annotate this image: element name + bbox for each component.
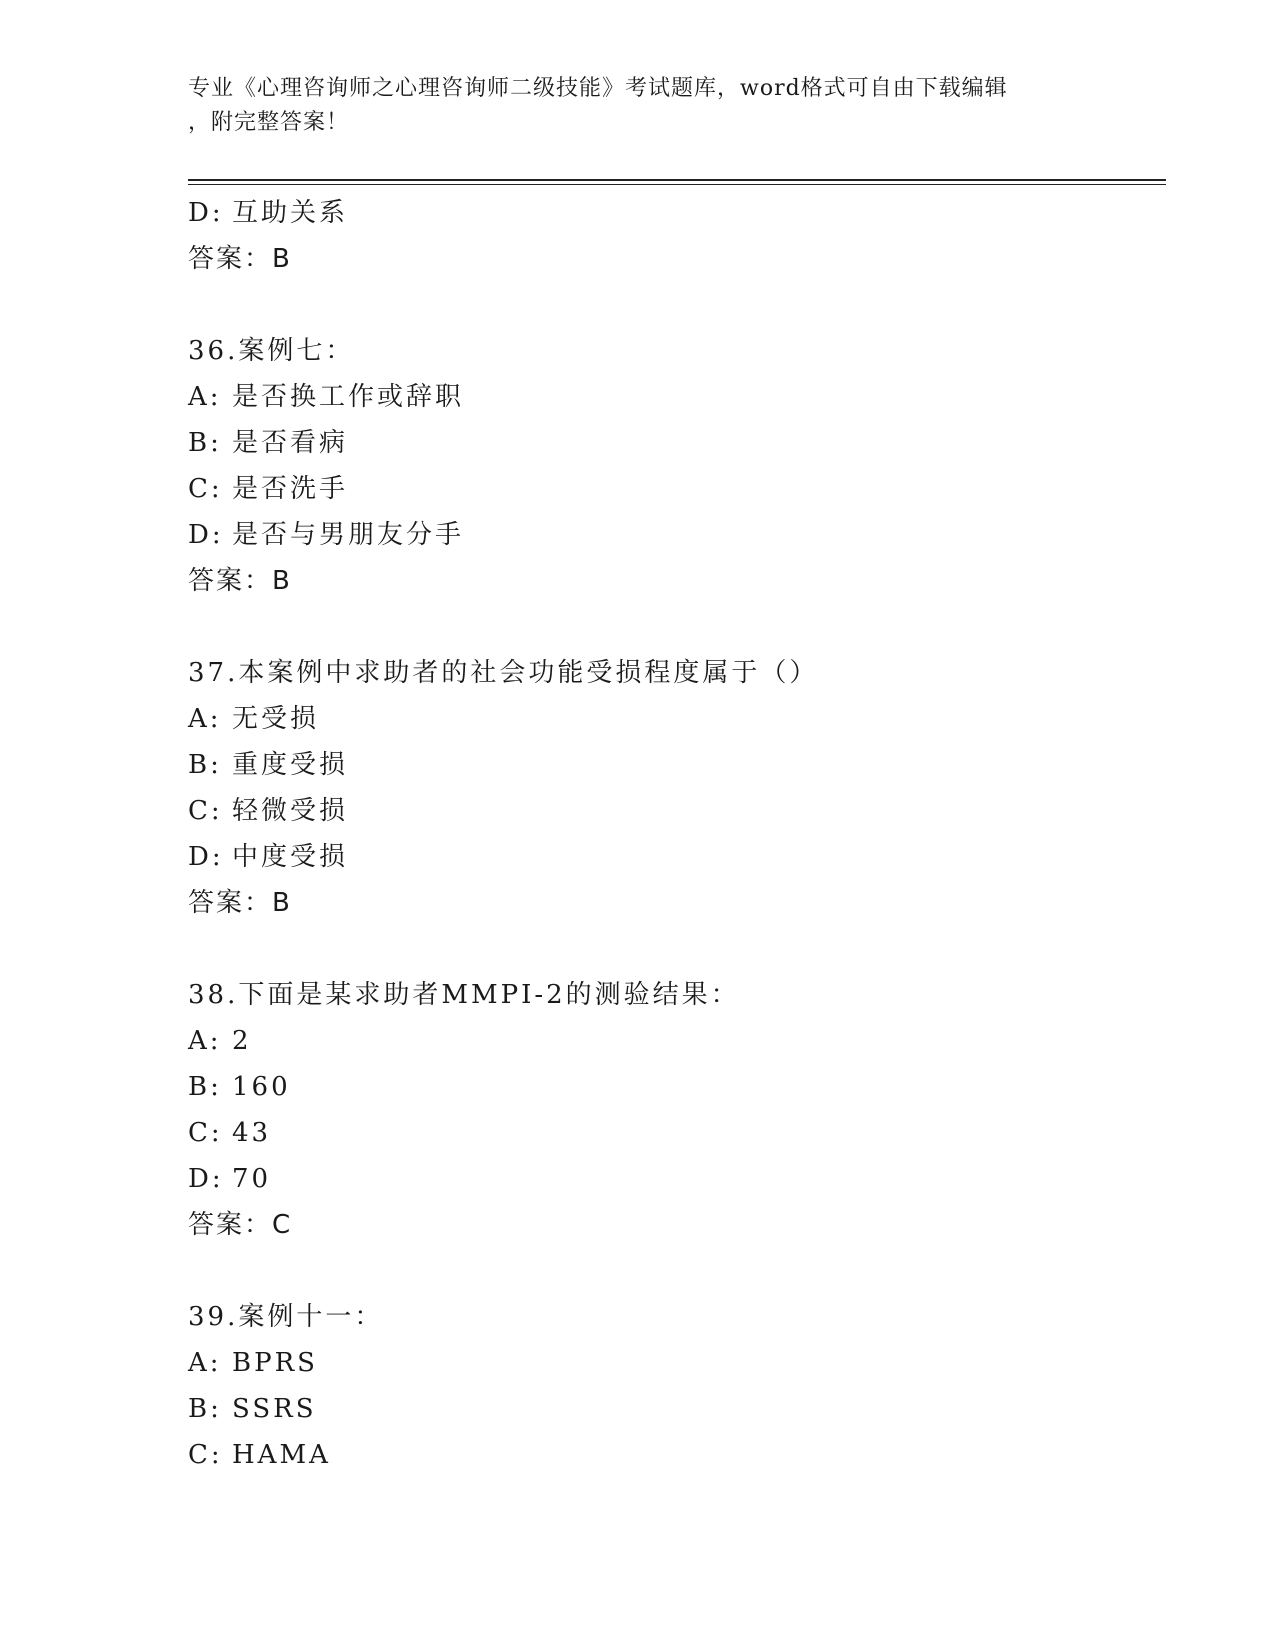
question-title: 37.本案例中求助者的社会功能受损程度属于（） [188, 658, 819, 688]
question-title: 38.下面是某求助者MMPI-2的测验结果： [188, 980, 740, 1010]
option-b [188, 742, 1168, 788]
option-text: 互助关系 [232, 198, 349, 228]
option-d [188, 512, 1168, 558]
option-text: 70 [232, 1164, 272, 1194]
option-label: D: [188, 842, 224, 872]
option-a [188, 1018, 1168, 1064]
option-label: A: [188, 704, 222, 734]
option-text: 是否洗手 [232, 474, 349, 504]
answer-line: 答案：B [188, 244, 292, 274]
option-text: 轻微受损 [232, 796, 349, 826]
option-c [188, 788, 1168, 834]
option-label: A: [188, 1348, 222, 1378]
question-list [188, 190, 1168, 1478]
option-a [188, 374, 1168, 420]
option-text: SSRS [232, 1394, 317, 1424]
option-label: C: [188, 1440, 223, 1470]
option-label: D: [188, 198, 224, 228]
header-divider-thick [188, 179, 1166, 181]
option-a [188, 696, 1168, 742]
option-label: B: [188, 750, 222, 780]
option-label: D: [188, 520, 224, 550]
answer-line: 答案：C [188, 1210, 293, 1240]
option-label: C: [188, 796, 223, 826]
option-label: D: [188, 1164, 224, 1194]
option-text: 是否看病 [232, 428, 349, 458]
option-label: B: [188, 1072, 222, 1102]
option-label: C: [188, 474, 223, 504]
spacer [188, 1248, 1168, 1294]
option-label: B: [188, 1394, 222, 1424]
option-d [188, 1156, 1168, 1202]
option-c [188, 1432, 1168, 1478]
option-text: 43 [232, 1118, 272, 1148]
option-text: 是否与男朋友分手 [232, 520, 465, 550]
answer-line: 答案：B [188, 888, 292, 918]
option-d [188, 834, 1168, 880]
header-line-1: 专业《心理咨询师之心理咨询师二级技能》考试题库，word格式可自由下载编辑 [188, 76, 1008, 101]
option-text: HAMA [232, 1440, 331, 1470]
header-line-2: ，附完整答案！ [188, 110, 350, 135]
option-text: 2 [232, 1026, 252, 1056]
option-a [188, 1340, 1168, 1386]
option-b [188, 1386, 1168, 1432]
option-text: 无受损 [232, 704, 320, 734]
document-header [188, 72, 1088, 140]
option-label: A: [188, 382, 222, 412]
spacer [188, 282, 1168, 328]
option-text: 中度受损 [232, 842, 349, 872]
option-b [188, 1064, 1168, 1110]
option-label: C: [188, 1118, 223, 1148]
spacer [188, 604, 1168, 650]
question-title: 39.案例十一： [188, 1302, 384, 1332]
spacer [188, 926, 1168, 972]
option-c [188, 1110, 1168, 1156]
answer-line: 答案：B [188, 566, 292, 596]
question-title: 36.案例七： [188, 336, 355, 366]
option-d [188, 190, 1168, 236]
header-divider-thin [188, 184, 1166, 185]
option-text: BPRS [232, 1348, 318, 1378]
option-c [188, 466, 1168, 512]
option-label: A: [188, 1026, 222, 1056]
option-b [188, 420, 1168, 466]
option-text: 160 [232, 1072, 291, 1102]
option-label: B: [188, 428, 222, 458]
option-text: 是否换工作或辞职 [232, 382, 465, 412]
option-text: 重度受损 [232, 750, 349, 780]
